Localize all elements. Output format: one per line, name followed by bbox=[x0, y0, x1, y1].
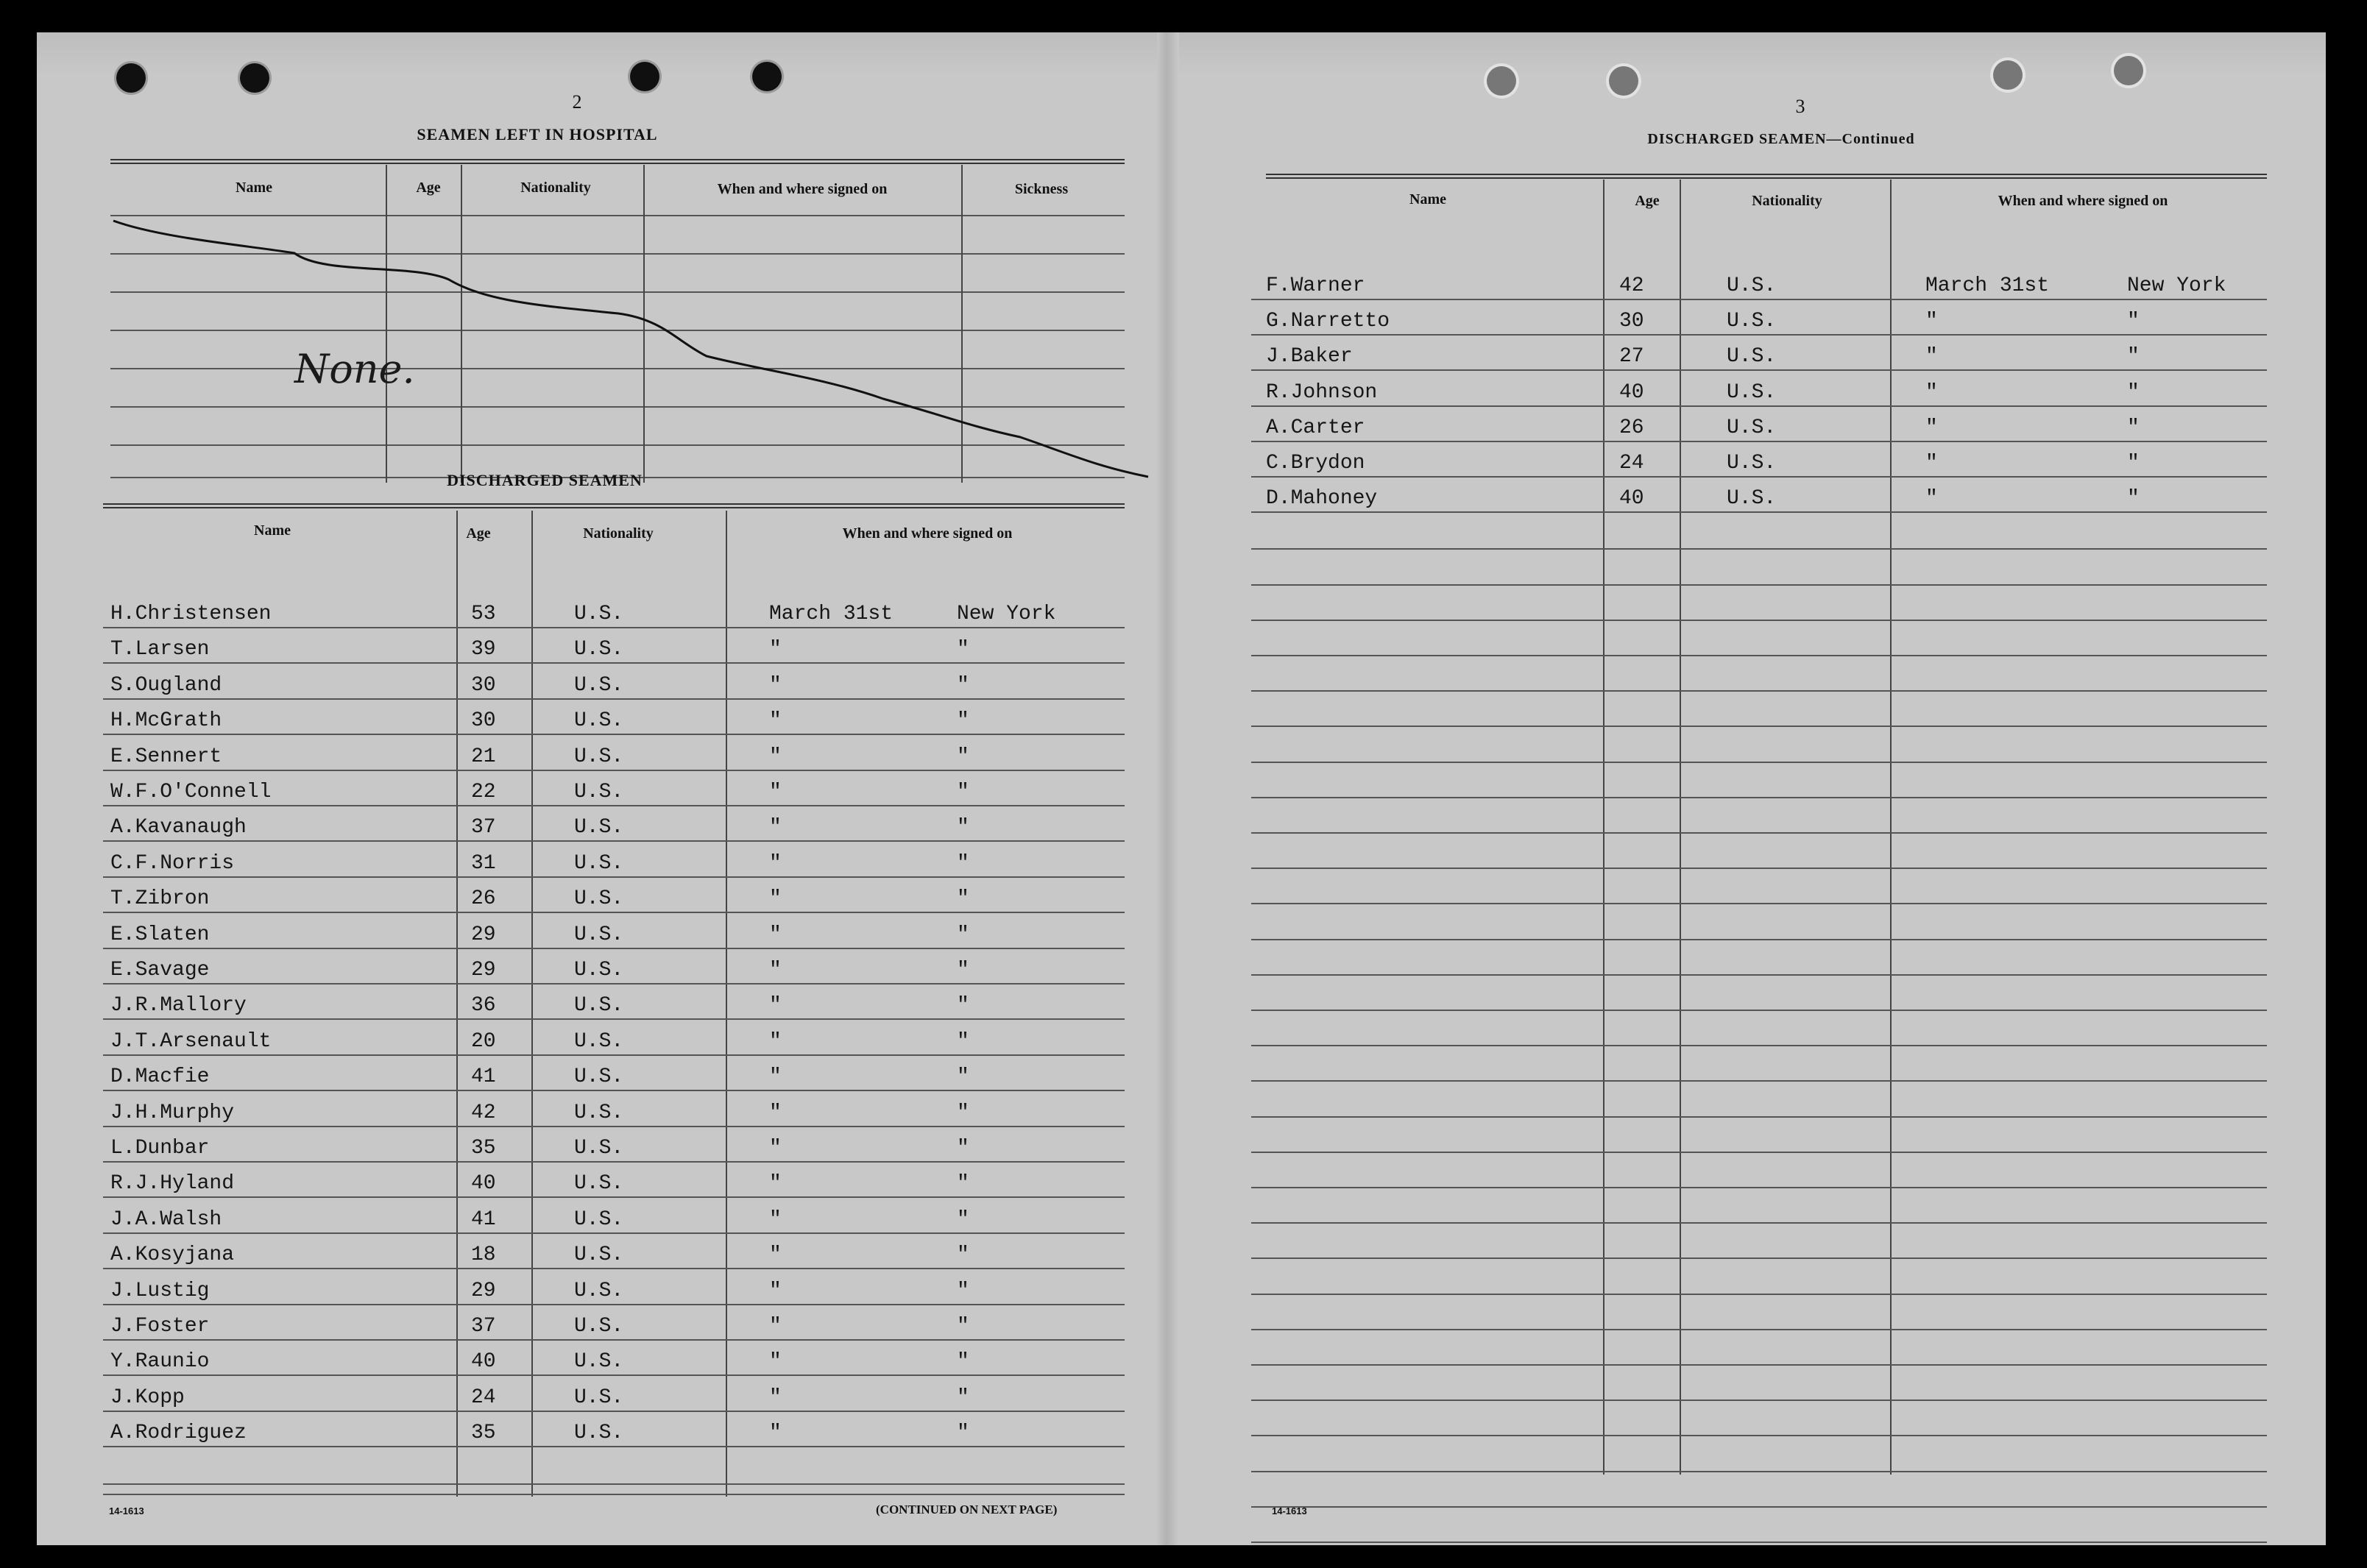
cell-nationality: U.S. bbox=[1727, 345, 1777, 369]
table-row bbox=[103, 1200, 1125, 1234]
cell-name: H.McGrath bbox=[110, 709, 222, 733]
cell-when: " bbox=[769, 816, 782, 840]
cell-age: 24 bbox=[471, 1386, 496, 1409]
cell-name: H.Christensen bbox=[110, 603, 272, 625]
cell-name: C.F.Norris bbox=[110, 851, 235, 875]
cell-name: Y.Raunio bbox=[110, 1350, 210, 1374]
cell-where: " bbox=[957, 1279, 969, 1302]
empty-row-rule bbox=[1251, 1400, 2267, 1401]
cell-age: 31 bbox=[471, 851, 496, 875]
cell-age: 35 bbox=[471, 1422, 496, 1445]
table-row bbox=[103, 1022, 1125, 1056]
empty-row-rule bbox=[1251, 548, 2267, 550]
table-row bbox=[103, 773, 1125, 806]
cell-where: " bbox=[957, 673, 969, 697]
rule bbox=[103, 1494, 1125, 1495]
cell-where: " bbox=[957, 923, 969, 946]
cell-when: " bbox=[769, 1172, 782, 1196]
cell-nationality: U.S. bbox=[574, 994, 624, 1018]
table-row bbox=[103, 986, 1125, 1020]
cell-nationality: U.S. bbox=[574, 923, 624, 946]
table-row bbox=[103, 1164, 1125, 1198]
cell-where: " bbox=[957, 816, 969, 840]
table-row bbox=[1251, 302, 2267, 336]
cell-where: " bbox=[957, 1065, 969, 1089]
empty-row-rule bbox=[1251, 1152, 2267, 1153]
continued-note: (CONTINUED ON NEXT PAGE) bbox=[876, 1503, 1058, 1516]
cell-when: " bbox=[1925, 452, 1938, 475]
cell-when: " bbox=[1925, 345, 1938, 369]
cell-when: " bbox=[769, 1279, 782, 1302]
cell-where: " bbox=[2127, 380, 2140, 404]
cell-age: 30 bbox=[1619, 310, 1644, 333]
empty-row-rule bbox=[1251, 939, 2267, 940]
cell-where: " bbox=[957, 887, 969, 911]
cell-age: 42 bbox=[1619, 274, 1644, 297]
cell-where: " bbox=[957, 1244, 969, 1267]
cell-name: C.Brydon bbox=[1266, 452, 1365, 475]
table-row bbox=[1251, 373, 2267, 407]
cell-name: J.Foster bbox=[110, 1315, 210, 1338]
cell-nationality: U.S. bbox=[574, 959, 624, 982]
cell-nationality: U.S. bbox=[1727, 487, 1777, 511]
hospital-col-nationality: Nationality bbox=[520, 180, 591, 196]
cell-nationality: U.S. bbox=[574, 709, 624, 733]
col-when-where: When and where signed on bbox=[842, 525, 1013, 542]
col-name: Name bbox=[254, 522, 291, 539]
cell-nationality: U.S. bbox=[574, 1279, 624, 1302]
cell-age: 24 bbox=[1619, 452, 1644, 475]
cell-when: " bbox=[769, 638, 782, 661]
cell-where: " bbox=[957, 1422, 969, 1445]
cell-where: " bbox=[957, 1207, 969, 1231]
cell-name: D.Mahoney bbox=[1266, 487, 1378, 511]
cell-where: " bbox=[957, 1350, 969, 1374]
cell-nationality: U.S. bbox=[574, 1137, 624, 1160]
cell-where: " bbox=[957, 1137, 969, 1160]
empty-row-rule bbox=[1251, 1116, 2267, 1118]
cell-nationality: U.S. bbox=[574, 1350, 624, 1374]
cell-nationality: U.S. bbox=[574, 1207, 624, 1231]
col-nationality: Nationality bbox=[583, 525, 654, 542]
cell-nationality: U.S. bbox=[574, 1101, 624, 1124]
cell-where: " bbox=[957, 1029, 969, 1053]
table-row bbox=[1251, 479, 2267, 513]
empty-row-rule bbox=[1251, 690, 2267, 692]
empty-row-rule bbox=[1251, 1364, 2267, 1366]
page-title: DISCHARGED SEAMEN—Continued bbox=[1647, 131, 1915, 147]
table-row bbox=[103, 1093, 1125, 1127]
page-number: 2 bbox=[572, 91, 582, 113]
table-row bbox=[103, 915, 1125, 949]
cell-when: " bbox=[769, 781, 782, 803]
cell-where: " bbox=[957, 994, 969, 1018]
cell-name: J.H.Murphy bbox=[110, 1101, 235, 1124]
cell-when: " bbox=[769, 994, 782, 1018]
cell-when: " bbox=[769, 1029, 782, 1053]
cell-name: D.Macfie bbox=[110, 1065, 210, 1089]
cell-when: March 31st bbox=[769, 603, 894, 625]
cell-when: " bbox=[769, 1315, 782, 1338]
cell-where: New York bbox=[2127, 274, 2226, 297]
page-number: 3 bbox=[1795, 96, 1805, 117]
cell-nationality: U.S. bbox=[1727, 274, 1777, 297]
cell-age: 29 bbox=[471, 959, 496, 982]
rule bbox=[103, 503, 1125, 508]
cell-nationality: U.S. bbox=[574, 781, 624, 803]
cell-when: " bbox=[1925, 416, 1938, 439]
empty-row-rule bbox=[1251, 762, 2267, 763]
cell-name: J.Baker bbox=[1266, 345, 1353, 369]
cell-age: 36 bbox=[471, 994, 496, 1018]
cell-nationality: U.S. bbox=[1727, 416, 1777, 439]
cell-where: New York bbox=[957, 603, 1056, 625]
hospital-title: SEAMEN LEFT IN HOSPITAL bbox=[417, 125, 658, 143]
table-row bbox=[103, 844, 1125, 878]
cell-name: T.Larsen bbox=[110, 638, 210, 661]
cell-age: 42 bbox=[471, 1101, 496, 1124]
cell-where: " bbox=[957, 1172, 969, 1196]
cell-nationality: U.S. bbox=[574, 1422, 624, 1445]
cell-name: A.Carter bbox=[1266, 416, 1365, 439]
rule bbox=[1266, 174, 2267, 179]
cell-when: " bbox=[769, 1244, 782, 1267]
cell-name: F.Warner bbox=[1266, 274, 1365, 297]
cell-name: A.Kavanaugh bbox=[110, 816, 247, 840]
cell-name: S.Ougland bbox=[110, 673, 222, 697]
cell-age: 41 bbox=[471, 1207, 496, 1231]
empty-row-rule bbox=[103, 1483, 1125, 1485]
form-number: 14-1613 bbox=[109, 1505, 144, 1516]
cell-nationality: U.S. bbox=[574, 603, 624, 625]
empty-row-rule bbox=[1251, 1294, 2267, 1295]
cell-name: G.Narretto bbox=[1266, 310, 1390, 333]
table-row bbox=[103, 595, 1125, 628]
cell-where: " bbox=[957, 851, 969, 875]
cell-where: " bbox=[2127, 452, 2140, 475]
empty-row-rule bbox=[1251, 832, 2267, 834]
empty-row-rule bbox=[1251, 868, 2267, 869]
empty-row-rule bbox=[1251, 1435, 2267, 1436]
empty-row-rule bbox=[1251, 655, 2267, 656]
table-row bbox=[1251, 444, 2267, 478]
table-row bbox=[103, 1271, 1125, 1305]
empty-row-rule bbox=[1251, 974, 2267, 976]
col-nationality: Nationality bbox=[1752, 193, 1822, 209]
cell-when: " bbox=[769, 923, 782, 946]
cell-nationality: U.S. bbox=[574, 816, 624, 840]
strike-line bbox=[103, 32, 1156, 547]
cell-age: 40 bbox=[1619, 380, 1644, 404]
empty-row-rule bbox=[1251, 1542, 2267, 1543]
cell-when: " bbox=[769, 709, 782, 733]
cell-name: W.F.O'Connell bbox=[110, 781, 272, 803]
cell-when: " bbox=[769, 1065, 782, 1089]
cell-when: " bbox=[769, 1350, 782, 1374]
col-age: Age bbox=[466, 525, 491, 542]
table-row bbox=[1251, 408, 2267, 442]
cell-age: 37 bbox=[471, 816, 496, 840]
scanned-document bbox=[37, 32, 2326, 1545]
cell-name: R.J.Hyland bbox=[110, 1172, 235, 1196]
cell-when: March 31st bbox=[1925, 274, 2050, 297]
cell-when: " bbox=[769, 1207, 782, 1231]
cell-when: " bbox=[769, 959, 782, 982]
cell-name: T.Zibron bbox=[110, 887, 210, 911]
empty-row-rule bbox=[1251, 797, 2267, 798]
col-age: Age bbox=[1635, 193, 1660, 209]
cell-when: " bbox=[769, 1422, 782, 1445]
cell-nationality: U.S. bbox=[1727, 310, 1777, 333]
cell-age: 40 bbox=[471, 1172, 496, 1196]
table-row bbox=[103, 630, 1125, 664]
cell-when: " bbox=[1925, 487, 1938, 511]
cell-when: " bbox=[769, 673, 782, 697]
cell-name: E.Sennert bbox=[110, 745, 222, 768]
form-number: 14-1613 bbox=[1272, 1505, 1307, 1516]
cell-nationality: U.S. bbox=[1727, 452, 1777, 475]
cell-age: 27 bbox=[1619, 345, 1644, 369]
cell-name: L.Dunbar bbox=[110, 1137, 210, 1160]
cell-where: " bbox=[2127, 487, 2140, 511]
cell-nationality: U.S. bbox=[574, 1172, 624, 1196]
table-row bbox=[103, 666, 1125, 700]
cell-age: 18 bbox=[471, 1244, 496, 1267]
table-row bbox=[103, 1129, 1125, 1163]
cell-where: " bbox=[2127, 310, 2140, 333]
cell-nationality: U.S. bbox=[1727, 380, 1777, 404]
cell-name: J.Lustig bbox=[110, 1279, 210, 1302]
cell-age: 40 bbox=[471, 1350, 496, 1374]
table-row bbox=[103, 1342, 1125, 1376]
cell-where: " bbox=[2127, 345, 2140, 369]
empty-row-rule bbox=[1251, 1010, 2267, 1011]
cell-where: " bbox=[2127, 416, 2140, 439]
cell-age: 41 bbox=[471, 1065, 496, 1089]
cell-name: J.R.Mallory bbox=[110, 994, 247, 1018]
cell-when: " bbox=[1925, 310, 1938, 333]
cell-age: 30 bbox=[471, 709, 496, 733]
cell-age: 22 bbox=[471, 781, 496, 803]
cell-age: 20 bbox=[471, 1029, 496, 1053]
cell-where: " bbox=[957, 1101, 969, 1124]
cell-when: " bbox=[769, 745, 782, 768]
cell-age: 21 bbox=[471, 745, 496, 768]
cell-age: 30 bbox=[471, 673, 496, 697]
cell-nationality: U.S. bbox=[574, 1386, 624, 1409]
empty-row-rule bbox=[1251, 903, 2267, 904]
discharged-title: DISCHARGED SEAMEN bbox=[447, 471, 643, 489]
cell-name: E.Slaten bbox=[110, 923, 210, 946]
table-row bbox=[103, 879, 1125, 913]
cell-where: " bbox=[957, 781, 969, 803]
cell-age: 40 bbox=[1619, 487, 1644, 511]
cell-name: J.T.Arsenault bbox=[110, 1029, 272, 1053]
cell-nationality: U.S. bbox=[574, 1029, 624, 1053]
cell-nationality: U.S. bbox=[574, 1315, 624, 1338]
col-when-where: When and where signed on bbox=[1998, 193, 2168, 209]
cell-where: " bbox=[957, 709, 969, 733]
cell-age: 26 bbox=[471, 887, 496, 911]
hospital-col-when-where: When and where signed on bbox=[717, 181, 888, 197]
cell-name: J.A.Walsh bbox=[110, 1207, 222, 1231]
hospital-col-age: Age bbox=[416, 180, 441, 196]
cell-name: E.Savage bbox=[110, 959, 210, 982]
cell-when: " bbox=[769, 887, 782, 911]
cell-age: 53 bbox=[471, 603, 496, 625]
table-row bbox=[103, 1235, 1125, 1269]
center-fold bbox=[1157, 32, 1179, 1545]
cell-name: R.Johnson bbox=[1266, 380, 1378, 404]
cell-name: A.Rodriguez bbox=[110, 1422, 247, 1445]
cell-when: " bbox=[769, 1101, 782, 1124]
cell-when: " bbox=[1925, 380, 1938, 404]
table-row bbox=[103, 1307, 1125, 1341]
cell-nationality: U.S. bbox=[574, 673, 624, 697]
empty-row-rule bbox=[1251, 584, 2267, 586]
cell-where: " bbox=[957, 1386, 969, 1409]
table-row bbox=[1251, 266, 2267, 300]
cell-where: " bbox=[957, 959, 969, 982]
cell-where: " bbox=[957, 745, 969, 768]
cell-age: 39 bbox=[471, 638, 496, 661]
table-row bbox=[103, 1057, 1125, 1091]
empty-row-rule bbox=[1251, 620, 2267, 621]
cell-age: 29 bbox=[471, 923, 496, 946]
cell-when: " bbox=[769, 1137, 782, 1160]
empty-row-rule bbox=[1251, 726, 2267, 727]
empty-row-rule bbox=[1251, 1187, 2267, 1188]
empty-row-rule bbox=[1251, 1222, 2267, 1224]
cell-age: 29 bbox=[471, 1279, 496, 1302]
empty-row-rule bbox=[1251, 1080, 2267, 1082]
hospital-none-entry: None. bbox=[294, 346, 415, 392]
cell-age: 35 bbox=[471, 1137, 496, 1160]
empty-row-rule bbox=[1251, 1329, 2267, 1330]
table-row bbox=[103, 808, 1125, 842]
cell-when: " bbox=[769, 851, 782, 875]
cell-nationality: U.S. bbox=[574, 638, 624, 661]
col-name: Name bbox=[1409, 191, 1446, 207]
table-row bbox=[1251, 337, 2267, 371]
cell-age: 37 bbox=[471, 1315, 496, 1338]
empty-row-rule bbox=[1251, 1506, 2267, 1508]
left-page bbox=[103, 32, 1156, 1545]
cell-nationality: U.S. bbox=[574, 745, 624, 768]
cell-nationality: U.S. bbox=[574, 1244, 624, 1267]
cell-age: 26 bbox=[1619, 416, 1644, 439]
cell-name: A.Kosyjana bbox=[110, 1244, 235, 1267]
right-page bbox=[1251, 32, 2296, 1545]
empty-row-rule bbox=[1251, 1257, 2267, 1259]
table-row bbox=[103, 737, 1125, 771]
cell-when: " bbox=[769, 1386, 782, 1409]
cell-nationality: U.S. bbox=[574, 851, 624, 875]
cell-nationality: U.S. bbox=[574, 1065, 624, 1089]
hospital-col-name: Name bbox=[236, 180, 272, 196]
table-row bbox=[103, 1413, 1125, 1447]
hospital-col-sickness: Sickness bbox=[1014, 181, 1069, 197]
table-row bbox=[103, 1378, 1125, 1412]
table-row bbox=[103, 951, 1125, 985]
cell-where: " bbox=[957, 638, 969, 661]
cell-nationality: U.S. bbox=[574, 887, 624, 911]
empty-row-rule bbox=[1251, 1045, 2267, 1046]
table-row bbox=[103, 701, 1125, 735]
cell-name: J.Kopp bbox=[110, 1386, 185, 1409]
empty-row-rule bbox=[1251, 1471, 2267, 1472]
cell-where: " bbox=[957, 1315, 969, 1338]
